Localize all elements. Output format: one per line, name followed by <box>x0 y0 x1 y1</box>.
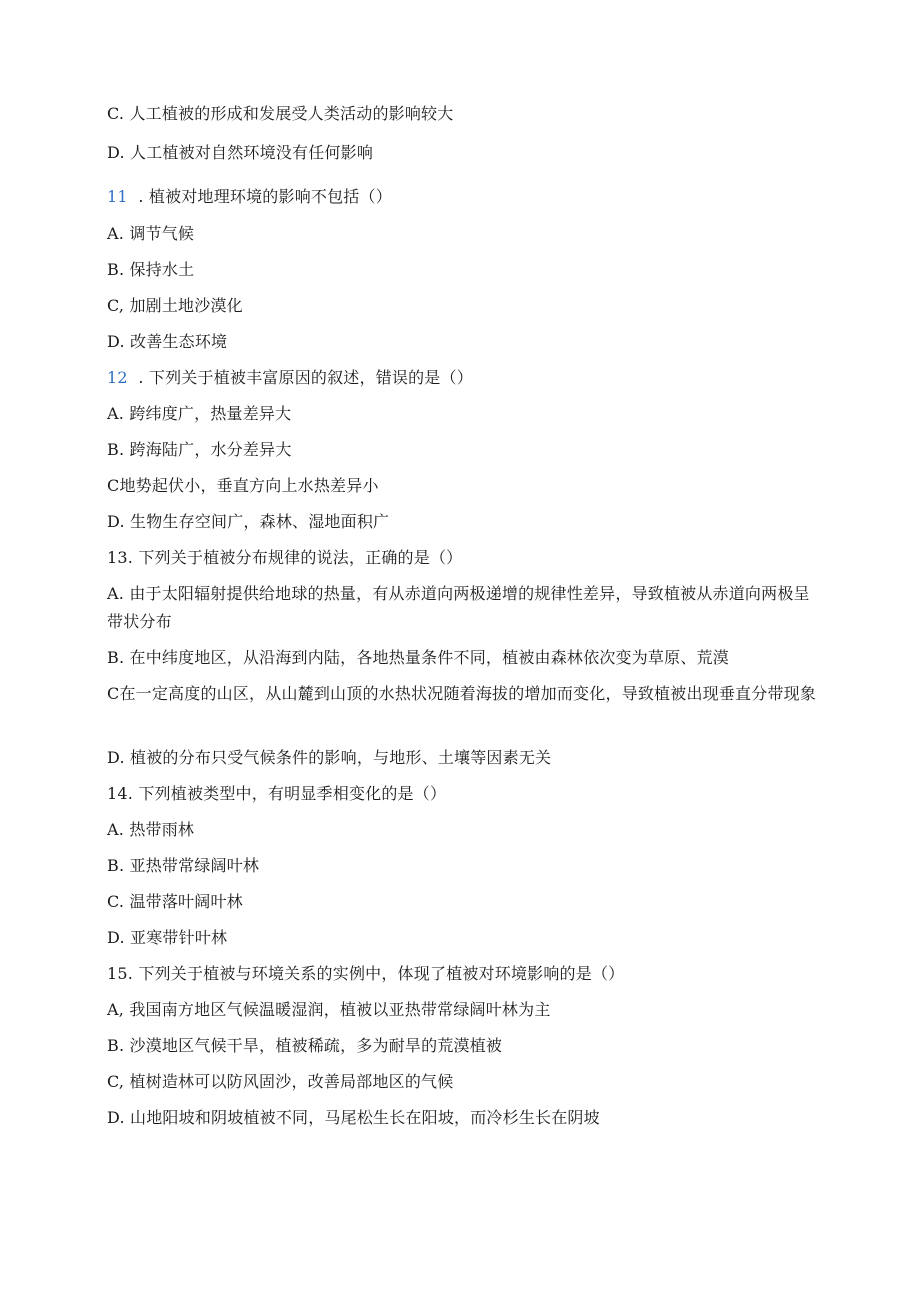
option-a-q14: A. 热带雨林 <box>107 820 195 839</box>
question-13 <box>107 548 827 568</box>
option-b-q14: B. 亚热带常绿阔叶林 <box>107 856 260 875</box>
option-b-q12: B. 跨海陆广，水分差异大 <box>107 440 292 459</box>
question-text: . 下列植被类型中，有明显季相变化的是（） <box>127 784 447 803</box>
option-a-q13: A. 由于太阳辐射提供给地球的热量，有从赤道向两极递增的规律性差异，导致植被从赤道向两极呈带状分布 <box>107 584 810 631</box>
option-c-q14: C. 温带落叶阔叶林 <box>107 892 243 911</box>
option-b-q15: B. 沙漠地区气候干旱，植被稀疏，多为耐旱的荒漠植被 <box>107 1036 503 1055</box>
option-c-q13: C在一定高度的山区，从山麓到山顶的水热状况随着海拔的增加而变化，导致植被出现垂直分带现象 <box>107 684 817 703</box>
option-d-q10: D. 人工植被对自然环境没有任何影响 <box>107 143 374 162</box>
question-15 <box>107 964 827 984</box>
option-c-q15: C, 植树造林可以防风固沙，改善局部地区的气候 <box>107 1072 454 1091</box>
question-number: 15 <box>107 964 128 983</box>
option-b-q11: B. 保持水土 <box>107 260 195 279</box>
option-d-q11: D. 改善生态环境 <box>107 332 228 351</box>
question-14 <box>107 784 827 804</box>
option-b-q13: B. 在中纬度地区，从沿海到内陆，各地热量条件不同，植被由森林依次变为草原、荒漠 <box>107 648 729 667</box>
question-number: 14 <box>107 784 128 803</box>
question-text: . 下列关于植被与环境关系的实例中，体现了植被对环境影响的是（） <box>127 964 625 983</box>
question-text: . 下列关于植被分布规律的说法，正确的是（） <box>127 548 463 567</box>
option-d-q15: D. 山地阳坡和阴坡植被不同，马尾松生长在阳坡，而冷杉生长在阴坡 <box>107 1108 600 1127</box>
question-12 <box>107 368 827 388</box>
question-11 <box>107 187 827 207</box>
question-number: 12 <box>107 368 128 387</box>
question-text: . 植被对地理环境的影响不包括（） <box>127 187 392 206</box>
option-a-q15: A, 我国南方地区气候温暖湿润，植被以亚热带常绿阔叶林为主 <box>107 1000 551 1019</box>
option-c-q11: C, 加剧土地沙漠化 <box>107 296 243 315</box>
option-d-q14: D. 亚寒带针叶林 <box>107 928 228 947</box>
option-d-q13: D. 植被的分布只受气候条件的影响，与地形、土壤等因素无关 <box>107 748 552 767</box>
option-a-q12: A. 跨纬度广，热量差异大 <box>107 404 292 423</box>
option-d-q12: D. 生物生存空间广，森林、湿地面积广 <box>107 512 390 531</box>
question-text: . 下列关于植被丰富原因的叙述，错误的是（） <box>127 368 473 387</box>
option-c-q12: C地势起伏小，垂直方向上水热差异小 <box>107 476 379 495</box>
option-a-q11: A. 调节气候 <box>107 224 195 243</box>
question-number: 13 <box>107 548 128 567</box>
question-number: 11 <box>107 187 128 206</box>
option-c-q10: C. 人工植被的形成和发展受人类活动的影响较大 <box>107 104 454 123</box>
